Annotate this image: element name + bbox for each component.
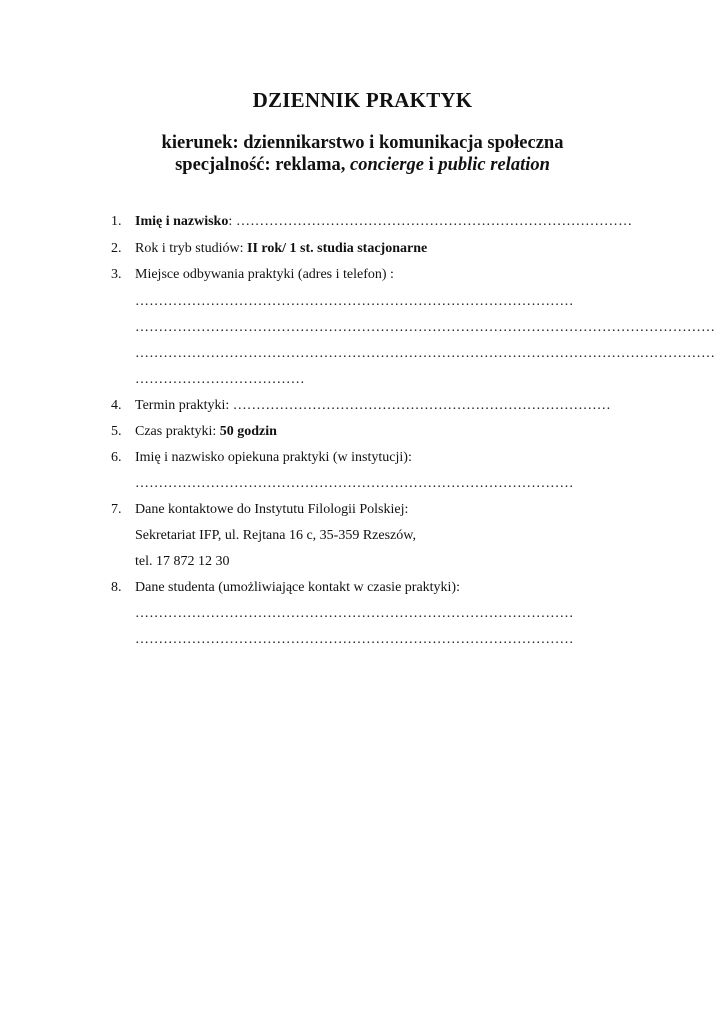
name-label: Imię i nazwisko	[135, 214, 229, 229]
internship-dates-label: Termin praktyki: ………………………………………………………………………	[135, 398, 611, 413]
institute-phone	[0, 552, 725, 572]
student-data-label: Dane studenta (umożliwiające kontakt w czasie praktyki):	[135, 580, 460, 595]
item-text	[135, 422, 277, 442]
item-number: 3.	[111, 267, 122, 282]
item-number: 5.	[111, 424, 122, 439]
internship-place-fill-line-1	[0, 292, 725, 312]
fill-line: ………………………………	[135, 372, 305, 387]
institute-address	[0, 526, 725, 546]
specialization-concierge: concierge	[349, 155, 424, 175]
list-item-study-mode	[0, 239, 725, 259]
list-item-internship-duration	[0, 422, 725, 442]
fill-line: …………………………………………………………………………………	[135, 632, 574, 647]
address-text: Sekretariat IFP, ul. Rejtana 16 c, 35-359 Rzeszów,	[135, 528, 416, 543]
item-number: 8.	[111, 580, 122, 595]
internship-place-fill-line-3	[0, 344, 725, 364]
item-number: 1.	[111, 214, 122, 229]
student-data-fill-line-1	[0, 604, 725, 624]
item-text	[135, 239, 427, 259]
fill-line: …………………………………………………………………………………	[135, 606, 574, 621]
item-number: 6.	[111, 450, 122, 465]
subtitle-field-of-study: kierunek: dziennikarstwo i komunikacja społeczna	[161, 133, 564, 153]
phone-text: tel. 17 872 12 30	[135, 554, 230, 569]
item-number: 2.	[111, 241, 122, 256]
list-item-internship-place	[0, 265, 725, 285]
name-fill-line: : …………………………………………………………………………	[228, 214, 633, 229]
item-text	[135, 212, 632, 232]
student-data-fill-line-2	[0, 630, 725, 650]
study-mode-label: Rok i tryb studiów:	[135, 241, 248, 256]
specialization-label: specjalność: reklama,	[175, 155, 350, 175]
document-title: DZIENNIK PRAKTYK	[252, 88, 473, 112]
fill-line: …………………………………………………………………………………	[135, 294, 574, 309]
supervisor-fill-line	[0, 474, 725, 494]
item-number: 4.	[111, 398, 122, 413]
fill-line: ……………………………………………………………………………………………………………	[135, 346, 716, 361]
item-number: 7.	[111, 502, 122, 517]
internship-place-fill-line-4	[0, 370, 725, 390]
duration-value: 50 godzin	[219, 424, 277, 439]
list-item-supervisor	[0, 448, 725, 468]
internship-place-label: Miejsce odbywania praktyki (adres i telefon) :	[135, 267, 394, 282]
internship-place-fill-line-2	[0, 318, 725, 338]
list-item-student-data	[0, 578, 725, 598]
specialization-public-relation: public relation	[438, 155, 550, 175]
list-item-name	[0, 212, 725, 232]
list-item-institute-contact	[0, 500, 725, 520]
institute-contact-label: Dane kontaktowe do Instytutu Filologii Polskiej:	[135, 502, 409, 517]
fill-line: ……………………………………………………………………………………………………………	[135, 320, 716, 335]
study-mode-value: II rok/ 1 st. studia stacjonarne	[247, 241, 428, 256]
duration-label: Czas praktyki:	[135, 424, 220, 439]
specialization-and: i	[423, 155, 439, 175]
fill-line: …………………………………………………………………………………	[135, 476, 574, 491]
supervisor-label: Imię i nazwisko opiekuna praktyki (w instytucji):	[135, 450, 412, 465]
list-item-internship-dates	[0, 396, 725, 416]
subtitle-specialization	[0, 155, 725, 176]
